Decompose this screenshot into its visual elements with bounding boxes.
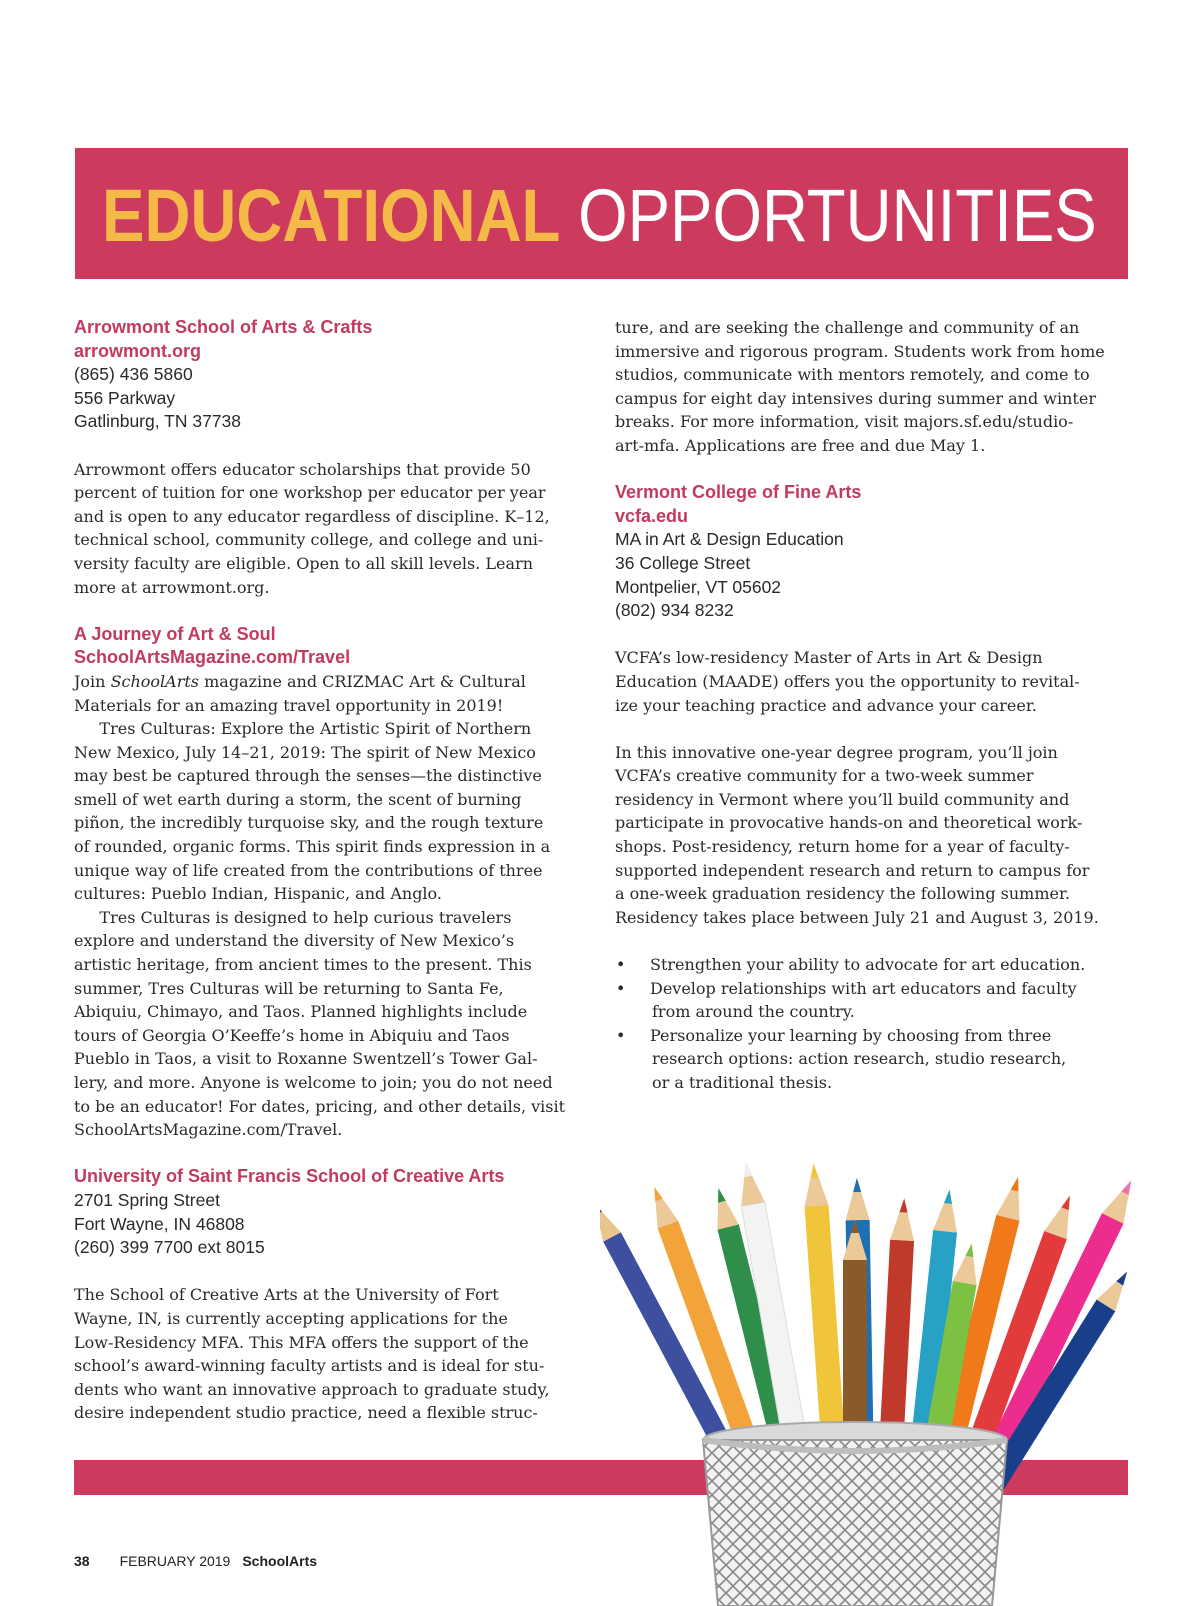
body-line: and is open to any educator regardless of discipline. K–12, — [74, 506, 550, 526]
body-line: New Mexico, July 14–21, 2019: The spirit of New Mexico — [74, 742, 536, 762]
title-banner — [75, 148, 1128, 279]
listing-name: Arrowmont School of Arts & Crafts — [74, 317, 373, 337]
body-line: Tres Culturas is designed to help curious travelers — [74, 907, 512, 927]
colored-pencils-icon — [600, 1110, 1160, 1606]
listing-saint-francis-continued — [615, 316, 1135, 458]
listing-journey — [74, 623, 594, 1142]
body-line: Tres Culturas: Explore the Artistic Spirit of Northern — [74, 719, 532, 739]
body-line: to be an educator! For dates, pricing, and other details, visit — [74, 1096, 566, 1116]
listing-saint-francis — [74, 1165, 594, 1425]
body-line: Materials for an amazing travel opportunity in 2019! — [74, 695, 504, 715]
listing-phone: (260) 399 7700 ext 8015 — [74, 1237, 265, 1258]
body-line: tours of Georgia O’Keeffe’s home in Abiquiu and Taos — [74, 1025, 510, 1045]
body-line: explore and understand the diversity of New Mexico’s — [74, 931, 515, 951]
body-line: ture, and are seeking the challenge and community of an — [615, 318, 1080, 337]
benefits-list — [615, 953, 1135, 1095]
pencil-cup — [703, 1422, 1007, 1606]
right-column — [615, 316, 1135, 1095]
body-line: Low-Residency MFA. This MFA offers the support of the — [74, 1332, 529, 1352]
listing-street: 36 College Street — [615, 552, 751, 573]
bullet-icon: • — [616, 978, 626, 998]
body-line: Wayne, IN, is currently accepting applications for the — [74, 1308, 508, 1328]
body-line: Arrowmont offers educator scholarships that provide 50 — [74, 459, 531, 479]
body-line: breaks. For more information, visit majors.sf.edu/studio- — [615, 412, 1074, 432]
body-line: dents who want an innovative approach to graduate study, — [74, 1379, 550, 1399]
body-line: Join SchoolArts magazine and CRIZMAC Art & Cultural — [74, 671, 526, 691]
title-bold: EDUCATIONAL — [102, 174, 561, 257]
body-line: artistic heritage, from ancient times to the present. This — [74, 955, 532, 975]
bullet-icon: • — [616, 955, 626, 975]
body-line: school’s award-winning faculty artists and is ideal for stu- — [74, 1356, 545, 1376]
body-line: desire independent studio practice, need a flexible struc- — [74, 1403, 538, 1423]
body-line: supported independent research and return to campus for — [615, 860, 1090, 880]
body-line: Abiquiu, Chimayo, and Taos. Planned highlights include — [74, 1002, 528, 1022]
page-number: 38 — [74, 1553, 90, 1569]
issue-date: FEBRUARY 2019 — [119, 1553, 231, 1569]
bullet-icon: • — [616, 1025, 626, 1045]
body-line: summer, Tres Culturas will be returning to Santa Fe, — [74, 978, 504, 998]
body-line: SchoolArtsMagazine.com/Travel. — [74, 1120, 343, 1140]
listing-arrowmont — [74, 316, 594, 599]
body-line: shops. Post-residency, return home for a year of faculty- — [615, 837, 1070, 857]
body-line: more at arrowmont.org. — [74, 577, 270, 597]
listing-name: A Journey of Art & Soul — [74, 623, 276, 644]
list-item: • Personalize your learning by choosing from three research options: action research, studio research, or a traditional thesis. — [616, 1025, 1067, 1092]
body-line: The School of Creative Arts at the University of Fort — [74, 1285, 499, 1305]
list-item: • Strengthen your ability to advocate for art education. — [615, 953, 1135, 977]
listing-vermont — [615, 481, 1135, 1094]
page-title — [102, 174, 1097, 258]
body-line: piñon, the incredibly turquoise sky, and the rough texture — [74, 813, 544, 833]
body-line: percent of tuition for one workshop per educator per year — [74, 483, 546, 503]
listing-phone: (802) 934 8232 — [615, 600, 734, 621]
body-line: ize your teaching practice and advance your career. — [615, 695, 1037, 715]
body-line: immersive and rigorous program. Students work from home — [615, 341, 1105, 361]
body-line: In this innovative one-year degree program, you’ll join — [615, 742, 1058, 762]
body-line: art-mfa. Applications are free and due May 1. — [615, 435, 986, 455]
listing-city: Montpelier, VT 05602 — [615, 576, 782, 597]
body-line: of rounded, organic forms. This spirit finds expression in a — [74, 837, 551, 857]
left-column — [74, 316, 594, 1425]
listing-program: MA in Art & Design Education — [615, 529, 844, 550]
listing-street: 2701 Spring Street — [74, 1189, 220, 1210]
body-line: a one-week graduation residency the following summer. — [615, 884, 1070, 904]
body-line: may best be captured through the senses—the distinctive — [74, 766, 542, 786]
body-line: lery, and more. Anyone is welcome to join; you do not need — [74, 1073, 553, 1092]
listing-city: Fort Wayne, IN 46808 — [74, 1213, 245, 1234]
body-line: versity faculty are eligible. Open to all skill levels. Learn — [74, 553, 533, 573]
body-line: Residency takes place between July 21 and August 3, 2019. — [615, 907, 1099, 927]
listing-name: University of Saint Francis School of Creative Arts — [74, 1166, 505, 1187]
body-line: smell of wet earth during a storm, the scent of burning — [74, 789, 522, 809]
body-line: VCFA’s creative community for a two-week summer — [615, 766, 1034, 786]
title-light: OPPORTUNITIES — [578, 174, 1097, 257]
body-line: Pueblo in Taos, a visit to Roxanne Swentzell’s Tower Gal- — [74, 1049, 538, 1069]
listing-url[interactable]: vcfa.edu — [615, 505, 689, 526]
body-line: unique way of life created from the contributions of three — [74, 860, 543, 880]
page-footer — [74, 1553, 317, 1569]
listing-phone: (865) 436 5860 — [74, 364, 193, 385]
body-line: campus for eight day intensives during summer and winter — [615, 388, 1096, 408]
listing-url[interactable]: arrowmont.org — [74, 340, 202, 361]
listing-name: Vermont College of Fine Arts — [615, 482, 862, 503]
body-line: cultures: Pueblo Indian, Hispanic, and Anglo. — [74, 884, 442, 904]
body-line: studios, communicate with mentors remotely, and come to — [615, 365, 1090, 385]
listing-city: Gatlinburg, TN 37738 — [74, 411, 242, 432]
body-line: Education (MAADE) offers you the opportunity to revital- — [615, 671, 1080, 691]
magazine-name: SchoolArts — [110, 671, 200, 691]
listing-street: 556 Parkway — [74, 387, 176, 408]
magazine-title: SchoolArts — [242, 1553, 318, 1569]
body-line: VCFA’s low-residency Master of Arts in Art & Design — [615, 648, 1043, 668]
list-item: • Develop relationships with art educators and faculty from around the country. — [616, 978, 1077, 1022]
body-line: participate in provocative hands-on and theoretical work- — [615, 813, 1083, 833]
body-line: technical school, community college, and college and uni- — [74, 530, 544, 550]
listing-url[interactable]: SchoolArtsMagazine.com/Travel — [74, 647, 351, 668]
body-line: residency in Vermont where you’ll build community and — [615, 789, 1070, 809]
